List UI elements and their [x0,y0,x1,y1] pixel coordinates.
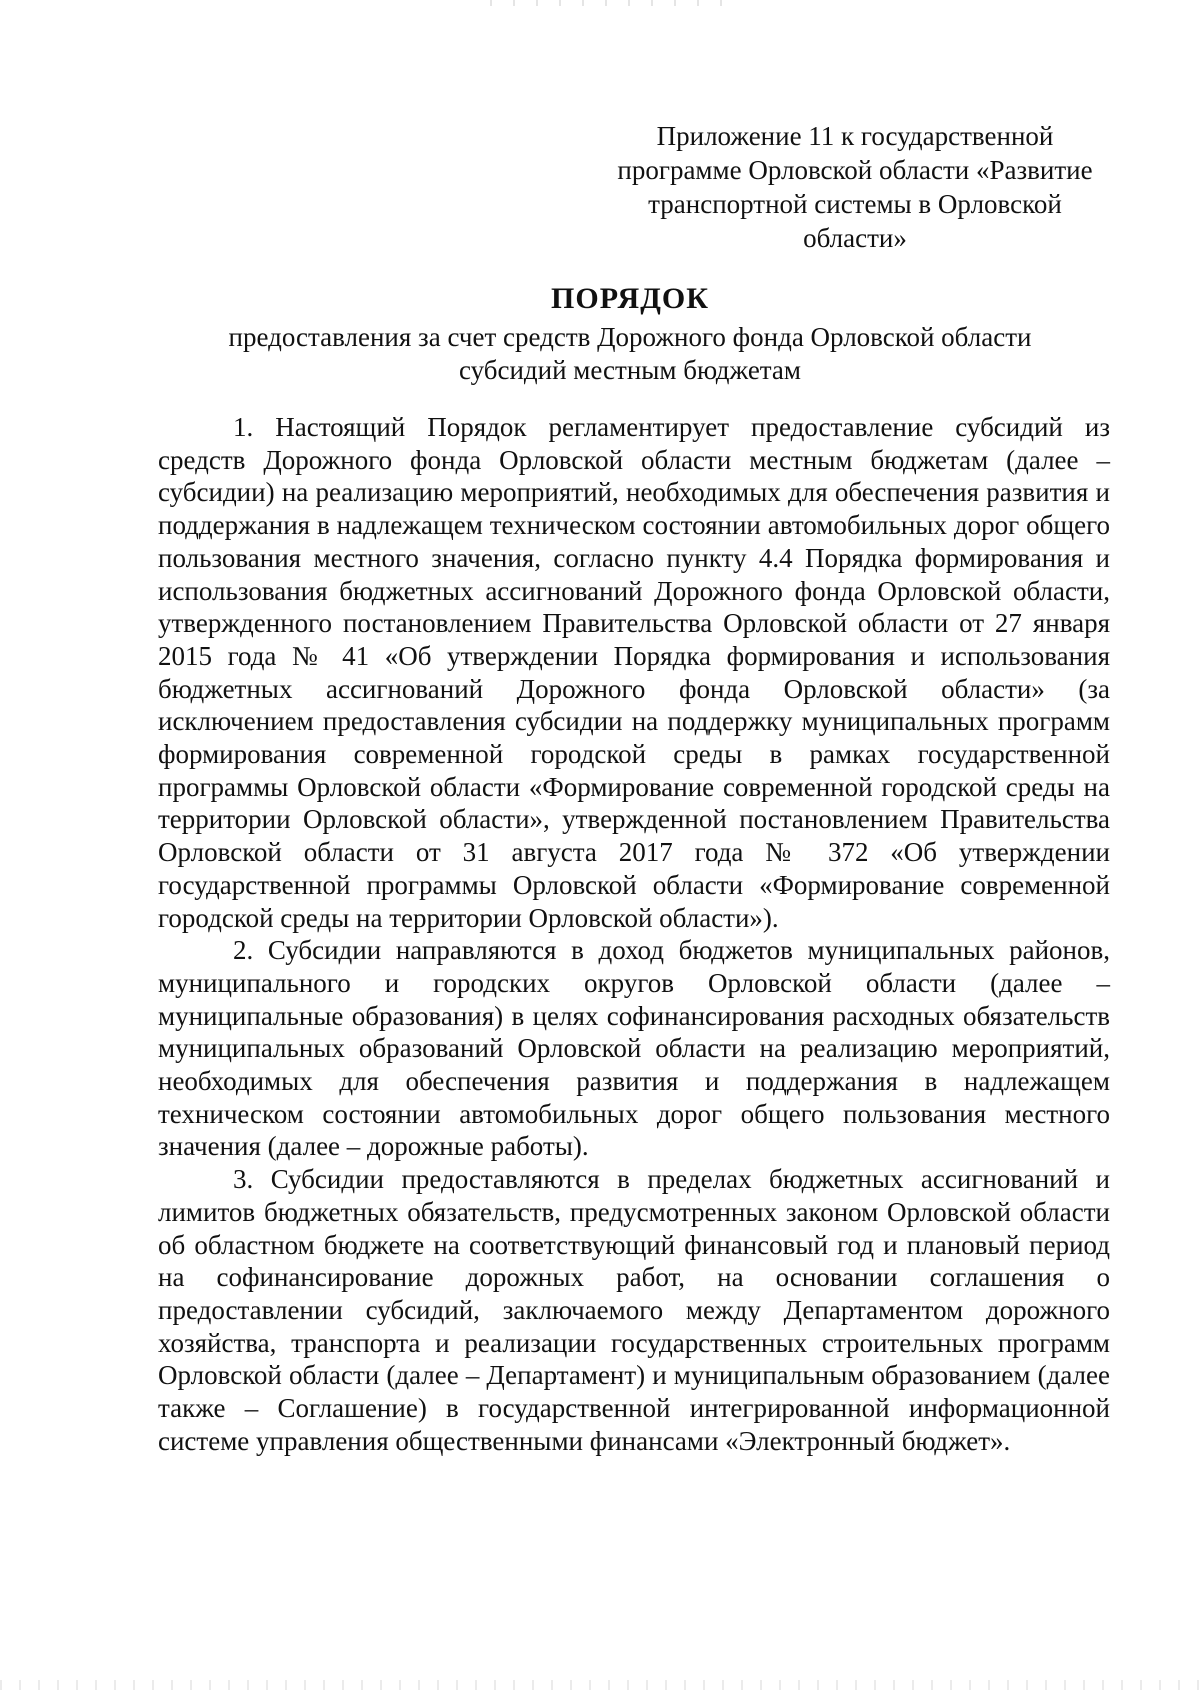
appendix-line: программе Орловской области «Развитие [617,155,1093,185]
paragraph-3: 3. Субсидии предоставляются в пределах бюджетных ассигнований и лимитов бюджетных обязательств, предусмотренных законом Орловской области об областном бюджете на соответствующий финансовый год и плановый период на софинансирование дорожных работ, на основании соглашения о предоставлении субсидий, заключаемого между Департаментом дорожного хозяйства, транспорта и реализации государственных строительных программ Орловской области (далее – Департамент) и муниципальным образованием (далее также – Соглашение) в государственной интегрированной информационной системе управления общественными финансами «Электронный бюджет». [158,1164,1110,1456]
subtitle-line: субсидий местным бюджетам [458,355,802,385]
scan-artifact-top [490,0,730,6]
appendix-line: транспортной системы в Орловской [648,189,1062,219]
appendix-line: области» [803,223,907,253]
appendix-note [600,119,1110,255]
subtitle-line: предоставления за счет средств Дорожного фонда Орловской области [228,322,1032,352]
document-subtitle [150,321,1110,387]
appendix-line: Приложение 11 к государственной [656,121,1054,151]
paragraph-1: 1. Настоящий Порядок регламентирует предоставление субсидий из средств Дорожного фонда Орловской области местным бюджетам (далее – субсидии) на реализацию мероприятий, необходимых для обеспечения развития и поддержания в надлежащем техническом состоянии автомобильных дорог общего пользования местного значения, согласно пункту 4.4 Порядка формирования и использования бюджетных ассигнований Дорожного фонда Орловской области, утвержденного постановлением Правительства Орловской области от 27 января 2015 года № 41 «Об утверждении Порядка формирования и использования бюджетных ассигнований Дорожного фонда Орловской области» (за исключением предоставления субсидии на поддержку муниципальных программ формирования современной городской среды в рамках государственной программы Орловской области «Формирование современной городской среды на территории Орловской области», утвержденной постановлением Правительства Орловской области от 31 августа 2017 года № 372 «Об утверждении государственной программы Орловской области «Формирование современной городской среды на территории Орловской области»). [158,412,1110,933]
paragraph-2: 2. Субсидии направляются в доход бюджетов муниципальных районов, муниципального и городских округов Орловской области (далее – муниципальные образования) в целях софинансирования расходных обязательств муниципальных образований Орловской области на реализацию мероприятий, необходимых для обеспечения развития и поддержания в надлежащем техническом состоянии автомобильных дорог общего пользования местного значения (далее – дорожные работы). [158,935,1110,1162]
document-body [158,411,1110,1458]
scan-artifact-bottom [0,1680,1200,1690]
document-title: ПОРЯДОК [551,282,709,315]
title-block [150,279,1110,387]
